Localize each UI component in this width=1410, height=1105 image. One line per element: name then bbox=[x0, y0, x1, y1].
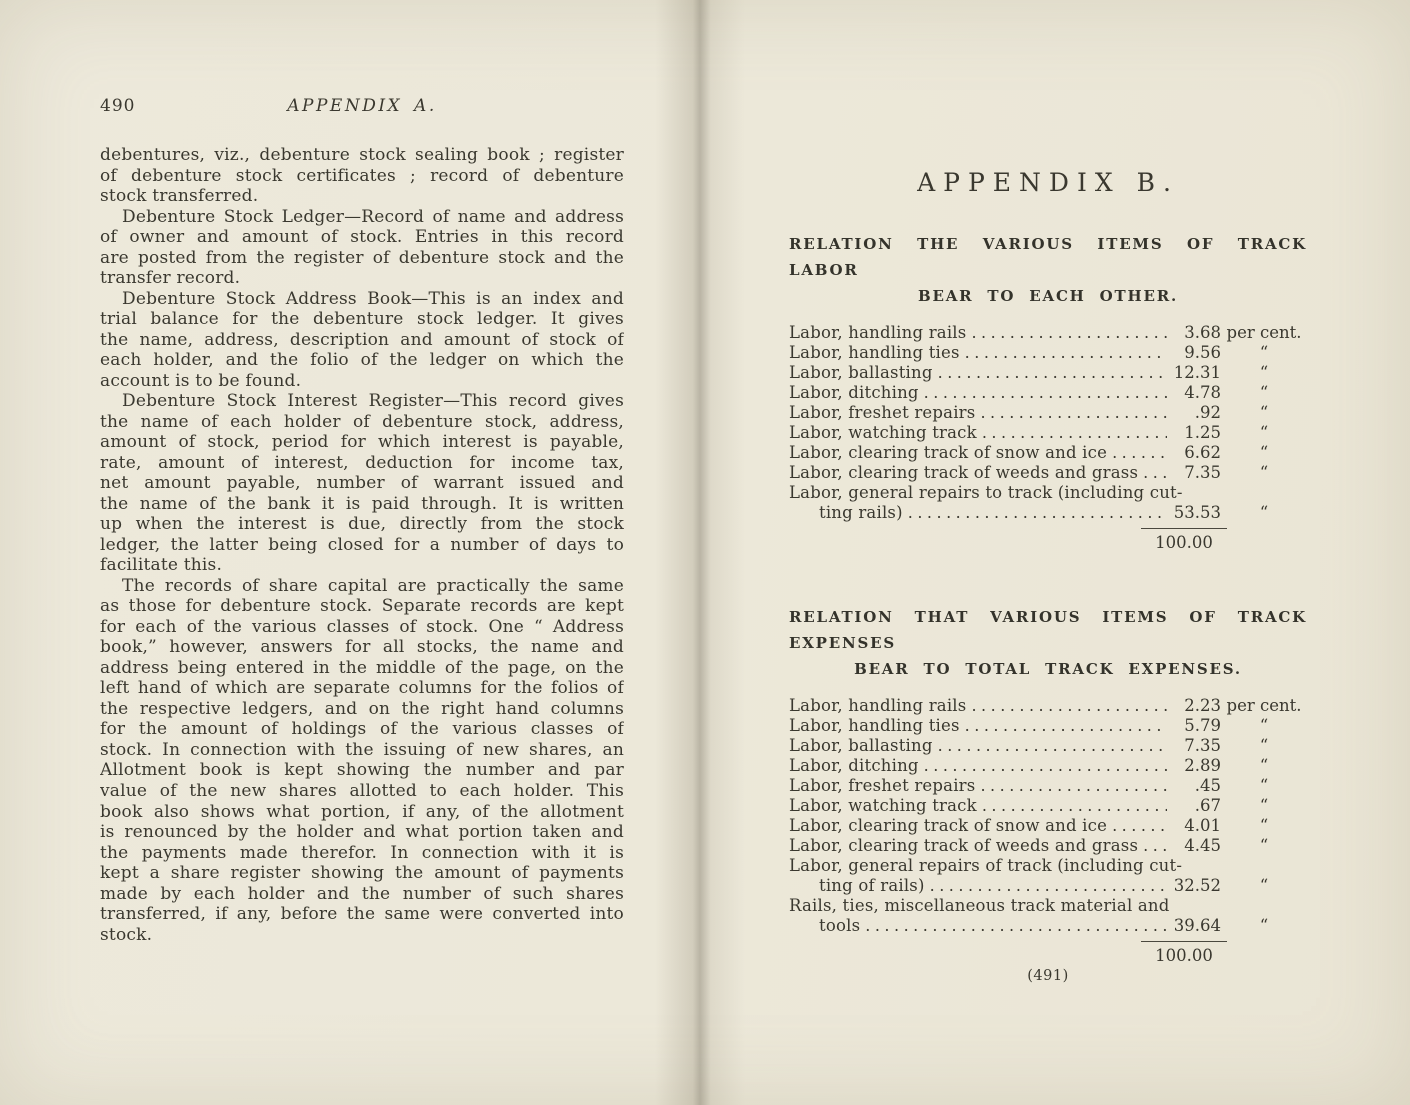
row-value: .45 bbox=[1194, 776, 1221, 795]
table-row bbox=[789, 443, 1307, 463]
text-line: the payments made therefor. In connection with it is bbox=[100, 842, 624, 863]
table-row bbox=[789, 756, 1307, 776]
paragraph bbox=[100, 207, 624, 289]
table-row bbox=[789, 896, 1307, 916]
row-label: Labor, general repairs to track (including cut- bbox=[789, 483, 1183, 502]
row-unit: “ bbox=[1259, 876, 1269, 895]
row-value: 3.68 bbox=[1184, 323, 1221, 342]
row-label: Labor, watching track bbox=[789, 796, 977, 815]
paragraph bbox=[100, 289, 624, 392]
row-value: 53.53 bbox=[1173, 503, 1221, 522]
table-row bbox=[789, 716, 1307, 736]
table-row bbox=[789, 423, 1307, 443]
table-section bbox=[789, 604, 1307, 965]
section-heading-line2: BEAR TO EACH OTHER. bbox=[917, 287, 1178, 305]
row-value: 39.64 bbox=[1173, 916, 1221, 935]
table-row bbox=[789, 403, 1307, 423]
dot-leader bbox=[908, 503, 1167, 523]
text-line: the name of the bank it is paid through. It is written bbox=[100, 493, 624, 514]
row-value: 6.62 bbox=[1184, 443, 1221, 462]
text-line: the respective ledgers, and on the right hand columns bbox=[100, 698, 624, 719]
text-line: transfer record. bbox=[100, 268, 241, 289]
left-page bbox=[0, 0, 700, 1105]
row-unit: “ bbox=[1259, 443, 1269, 462]
text-line: net amount payable, number of warrant issued and bbox=[100, 473, 624, 494]
row-label: Labor, freshet repairs bbox=[789, 776, 976, 795]
table-row bbox=[789, 876, 1307, 896]
section-heading-line1: RELATION THE VARIOUS ITEMS OF TRACK LABOR bbox=[789, 235, 1307, 279]
table-row bbox=[789, 463, 1307, 483]
row-unit: “ bbox=[1259, 776, 1269, 795]
text-line: account is to be found. bbox=[100, 370, 302, 391]
dot-leader bbox=[982, 423, 1167, 443]
text-line: transferred, if any, before the same were converted into bbox=[100, 904, 624, 925]
text-line: book,” however, answers for all stocks, the name and bbox=[100, 637, 624, 658]
text-line: ledger, the latter being closed for a number of days to bbox=[100, 534, 624, 555]
text-line: of owner and amount of stock. Entries in this record bbox=[100, 227, 624, 248]
table-section bbox=[789, 231, 1307, 552]
row-label: Labor, ballasting bbox=[789, 363, 933, 382]
text-line: trial balance for the debenture stock ledger. It gives bbox=[100, 309, 624, 330]
row-value: 2.23 bbox=[1184, 696, 1221, 715]
row-value: 2.89 bbox=[1184, 756, 1221, 775]
row-value: 4.45 bbox=[1184, 836, 1221, 855]
text-line: Allotment book is kept showing the number and par bbox=[100, 760, 624, 781]
text-line: amount of stock, period for which interest is payable, bbox=[100, 432, 624, 453]
text-line: the name, address, description and amount of stock of bbox=[100, 329, 624, 350]
row-value: 4.78 bbox=[1184, 383, 1221, 402]
table-row bbox=[789, 503, 1307, 523]
row-label: Labor, clearing track of weeds and grass bbox=[789, 463, 1139, 482]
row-unit: “ bbox=[1259, 916, 1269, 935]
row-unit: “ bbox=[1259, 736, 1269, 755]
text-line: for each of the various classes of stock. One “ Address bbox=[100, 616, 624, 637]
row-label: Labor, freshet repairs bbox=[789, 403, 976, 422]
paragraph bbox=[100, 145, 624, 207]
text-line: made by each holder and the number of such shares bbox=[100, 883, 624, 904]
row-label: Labor, handling ties bbox=[789, 343, 960, 362]
dot-leader bbox=[971, 323, 1167, 343]
table-row bbox=[789, 383, 1307, 403]
dot-leader bbox=[965, 343, 1167, 363]
row-value: 7.35 bbox=[1184, 736, 1221, 755]
row-unit: “ bbox=[1259, 403, 1269, 422]
text-line: Debenture Stock Interest Register—This record gives bbox=[122, 391, 624, 412]
table-row bbox=[789, 836, 1307, 856]
dot-leader bbox=[1143, 836, 1167, 856]
row-label: Labor, ditching bbox=[789, 383, 919, 402]
row-unit: “ bbox=[1259, 503, 1269, 522]
table-row bbox=[789, 696, 1307, 716]
text-line: Debenture Stock Address Book—This is an index and bbox=[122, 288, 624, 309]
row-unit: “ bbox=[1259, 816, 1269, 835]
table-row bbox=[789, 343, 1307, 363]
total-row bbox=[789, 528, 1307, 552]
dot-leader bbox=[965, 716, 1167, 736]
paragraph bbox=[100, 391, 624, 576]
row-value: 1.25 bbox=[1184, 423, 1221, 442]
row-label: Labor, clearing track of weeds and grass bbox=[789, 836, 1139, 855]
leader-table bbox=[789, 696, 1307, 965]
text-line: The records of share capital are practically the same bbox=[122, 575, 624, 596]
row-unit: “ bbox=[1259, 343, 1269, 362]
row-label: ting rails) bbox=[819, 503, 903, 522]
row-unit: “ bbox=[1259, 383, 1269, 402]
row-label: Labor, watching track bbox=[789, 423, 977, 442]
row-label: Labor, ballasting bbox=[789, 736, 933, 755]
dot-leader bbox=[924, 756, 1167, 776]
dot-leader bbox=[980, 403, 1167, 423]
total-value: 100.00 bbox=[1141, 528, 1227, 552]
row-label: Labor, clearing track of snow and ice bbox=[789, 443, 1108, 462]
text-line: Debenture Stock Ledger—Record of name and address bbox=[122, 206, 624, 227]
text-line: the name of each holder of debenture stock, address, bbox=[100, 411, 624, 432]
text-line: of debenture stock certificates ; record of debenture bbox=[100, 165, 624, 186]
dot-leader bbox=[982, 796, 1167, 816]
leader-table bbox=[789, 323, 1307, 552]
appendix-title: APPENDIX B. bbox=[917, 168, 1179, 197]
table-row bbox=[789, 816, 1307, 836]
dot-leader bbox=[1112, 816, 1167, 836]
row-label: Labor, handling rails bbox=[789, 323, 967, 342]
text-line: each holder, and the folio of the ledger on which the bbox=[100, 350, 624, 371]
row-label: Labor, ditching bbox=[789, 756, 919, 775]
table-row bbox=[789, 483, 1307, 503]
row-unit: “ bbox=[1259, 363, 1269, 382]
dot-leader bbox=[971, 696, 1167, 716]
page-number-left: 490 bbox=[100, 96, 136, 116]
row-unit: per cent. bbox=[1226, 696, 1302, 715]
text-line: is renounced by the holder and what portion taken and bbox=[100, 822, 624, 843]
row-value: .67 bbox=[1194, 796, 1221, 815]
row-label: Labor, clearing track of snow and ice bbox=[789, 816, 1108, 835]
row-value: 12.31 bbox=[1173, 363, 1221, 382]
row-value: 4.01 bbox=[1184, 816, 1221, 835]
left-page-header bbox=[100, 96, 624, 118]
row-value: .92 bbox=[1194, 403, 1221, 422]
text-line: for the amount of holdings of the various classes of bbox=[100, 719, 624, 740]
text-line: are posted from the register of debenture stock and the bbox=[100, 247, 624, 268]
row-label: Labor, handling rails bbox=[789, 696, 967, 715]
row-unit: per cent. bbox=[1226, 323, 1302, 342]
row-label: tools bbox=[819, 916, 861, 935]
row-label: ting of rails) bbox=[819, 876, 925, 895]
dot-leader bbox=[938, 363, 1167, 383]
row-unit: “ bbox=[1259, 423, 1269, 442]
dot-leader bbox=[980, 776, 1167, 796]
table-row bbox=[789, 323, 1307, 343]
row-unit: “ bbox=[1259, 796, 1269, 815]
text-line: value of the new shares allotted to each holder. This bbox=[100, 780, 624, 801]
text-line: address being entered in the middle of the page, on the bbox=[100, 657, 624, 678]
table-row bbox=[789, 736, 1307, 756]
row-value: 32.52 bbox=[1173, 876, 1221, 895]
section-heading-line2: BEAR TO TOTAL TRACK EXPENSES. bbox=[854, 660, 1242, 678]
text-line: stock. bbox=[100, 924, 153, 945]
dot-leader bbox=[1112, 443, 1167, 463]
table-row bbox=[789, 856, 1307, 876]
tables-container bbox=[789, 231, 1410, 965]
row-label: Rails, ties, miscellaneous track material and bbox=[789, 896, 1170, 915]
text-line: stock transferred. bbox=[100, 186, 259, 207]
table-row bbox=[789, 363, 1307, 383]
text-line: as those for debenture stock. Separate records are kept bbox=[100, 596, 624, 617]
page-number-right: (491) bbox=[1027, 968, 1069, 984]
total-row bbox=[789, 941, 1307, 965]
row-unit: “ bbox=[1259, 463, 1269, 482]
dot-leader bbox=[924, 383, 1167, 403]
dot-leader bbox=[865, 916, 1167, 936]
row-unit: “ bbox=[1259, 756, 1269, 775]
dot-leader bbox=[930, 876, 1167, 896]
paragraph bbox=[100, 576, 624, 945]
text-line: book also shows what portion, if any, of the allotment bbox=[100, 801, 624, 822]
text-line: up when the interest is due, directly from the stock bbox=[100, 514, 624, 535]
table-row bbox=[789, 916, 1307, 936]
table-row bbox=[789, 776, 1307, 796]
text-line: facilitate this. bbox=[100, 555, 223, 576]
text-line: stock. In connection with the issuing of new shares, an bbox=[100, 739, 624, 760]
row-label: Labor, handling ties bbox=[789, 716, 960, 735]
row-value: 5.79 bbox=[1184, 716, 1221, 735]
text-line: debentures, viz., debenture stock sealing book ; register bbox=[100, 145, 624, 165]
section-heading-line1: RELATION THAT VARIOUS ITEMS OF TRACK EXPENSES bbox=[789, 608, 1307, 652]
text-line: kept a share register showing the amount of payments bbox=[100, 863, 624, 884]
row-value: 9.56 bbox=[1184, 343, 1221, 362]
table-row bbox=[789, 796, 1307, 816]
dot-leader bbox=[938, 736, 1167, 756]
row-label: Labor, general repairs of track (including cut- bbox=[789, 856, 1183, 875]
body-text bbox=[100, 145, 624, 945]
text-line: left hand of which are separate columns for the folios of bbox=[100, 678, 624, 699]
row-unit: “ bbox=[1259, 716, 1269, 735]
total-value: 100.00 bbox=[1141, 941, 1227, 965]
running-head: APPENDIX A. bbox=[287, 96, 437, 116]
text-line: rate, amount of interest, deduction for income tax, bbox=[100, 452, 624, 473]
row-unit: “ bbox=[1259, 836, 1269, 855]
row-value: 7.35 bbox=[1184, 463, 1221, 482]
right-page bbox=[700, 0, 1410, 1105]
dot-leader bbox=[1143, 463, 1167, 483]
